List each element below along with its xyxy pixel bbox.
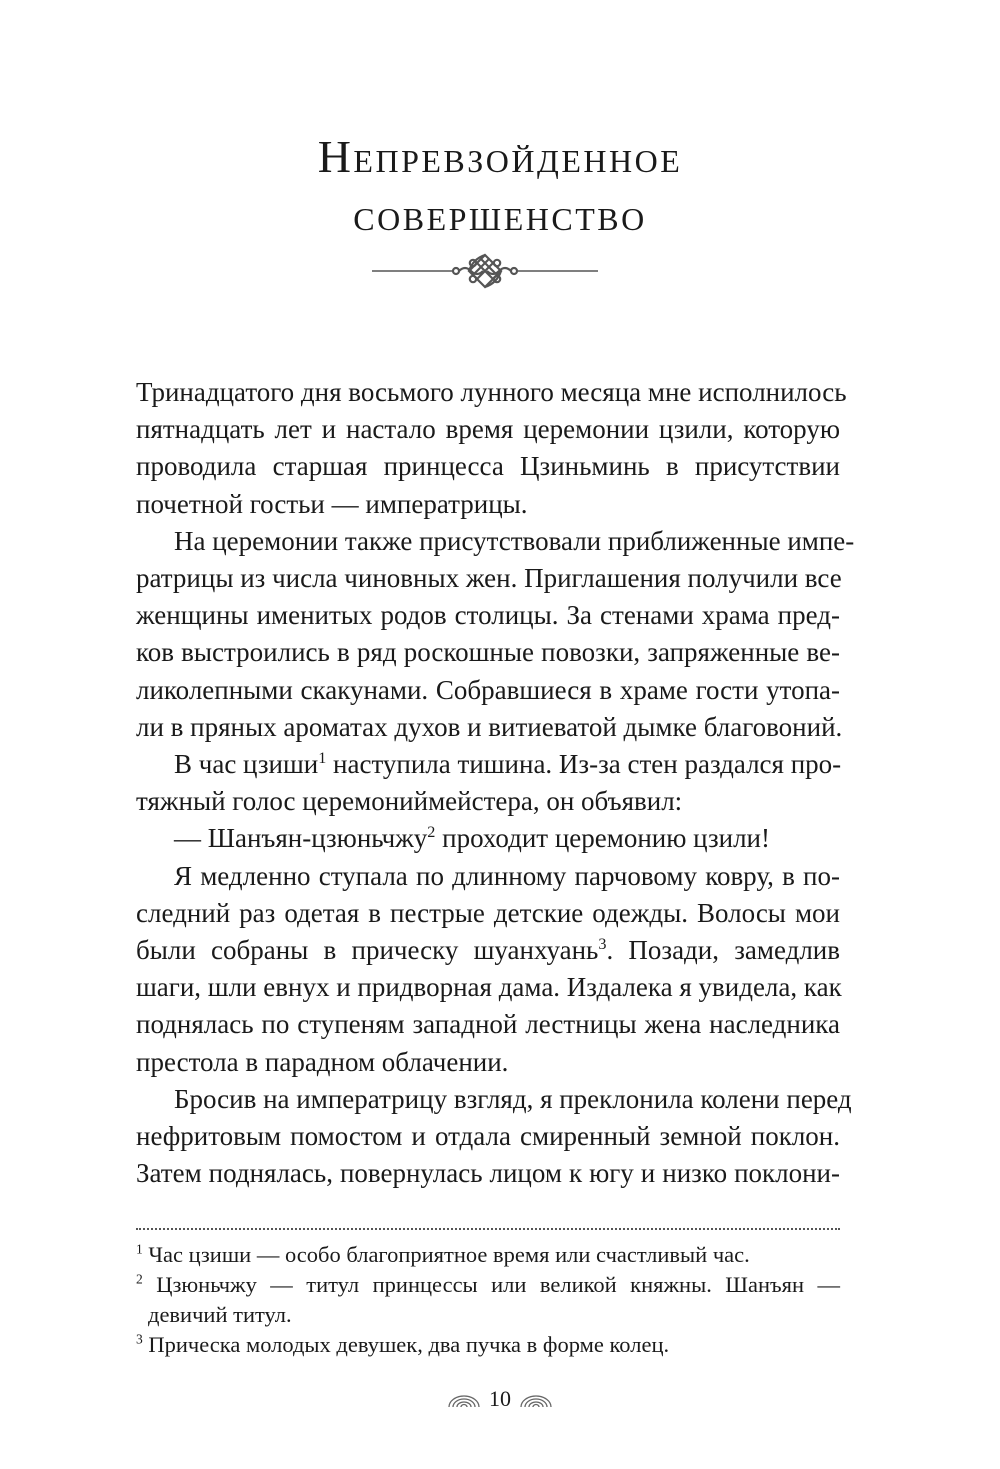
text-line: проводила старшая принцесса Цзиньминь в присутствии bbox=[136, 451, 840, 482]
text-line: пятнадцать лет и настало время церемонии цзили, которую bbox=[136, 414, 840, 445]
text-line bbox=[136, 820, 840, 857]
footnotes bbox=[136, 1240, 840, 1360]
text-line: Бросив на императрицу взгляд, я преклонила колени перед bbox=[174, 1083, 852, 1114]
footnote-ref-1: 1 bbox=[318, 749, 327, 768]
text-segment: . Позади, замедлив bbox=[606, 935, 840, 966]
text-segment: проходит церемонию цзили! bbox=[435, 823, 770, 854]
footnote-3 bbox=[136, 1330, 840, 1360]
page-number: 10 bbox=[489, 1386, 511, 1411]
chapter-title bbox=[0, 128, 1000, 244]
text-line: женщины именитых родов столицы. За стенами храма пред- bbox=[136, 600, 840, 631]
footnote-marker: 3 bbox=[136, 1331, 143, 1347]
text-line: На церемонии также присутствовали приближенные импе- bbox=[174, 525, 855, 556]
text-segment: — Шанъян-цзюньчжу bbox=[174, 823, 428, 854]
paragraph-1 bbox=[136, 374, 847, 523]
page-number-block bbox=[0, 1384, 1000, 1414]
text-line: поднялась по ступеням западной лестницы жена наследника bbox=[136, 1009, 840, 1040]
wave-ornament-right-icon bbox=[519, 1394, 553, 1408]
paragraph-2 bbox=[136, 523, 855, 746]
paragraph-6 bbox=[136, 1081, 852, 1193]
text-line: престола в парадном облачении. bbox=[136, 1046, 509, 1077]
footnote-marker: 2 bbox=[136, 1271, 143, 1287]
text-line bbox=[136, 746, 840, 783]
footnote-line bbox=[136, 1270, 840, 1300]
endless-knot-ornament-icon bbox=[372, 250, 598, 292]
text-line: Я медленно ступала по длинному парчовому ковру, в по- bbox=[174, 860, 840, 891]
footnote-line: девичий титул. bbox=[148, 1302, 292, 1327]
footnote-line bbox=[136, 1240, 840, 1270]
chapter-title-line-1: Непревзойденное bbox=[317, 131, 683, 182]
chapter-body-text bbox=[136, 374, 855, 1192]
text-line: ли в пряных ароматах духов и витиеватой дымке благовоний. bbox=[136, 711, 843, 742]
text-line: ликолепными скакунами. Собравшиеся в храме гости утопа- bbox=[136, 674, 840, 705]
text-line: Затем поднялась, повернулась лицом к югу и низко поклони- bbox=[136, 1158, 840, 1189]
footnote-1 bbox=[136, 1240, 840, 1270]
footnote-text: Прическа молодых девушек, два пучка в форме колец. bbox=[142, 1332, 670, 1357]
paragraph-4 bbox=[136, 820, 840, 857]
wave-ornament-left-icon bbox=[447, 1394, 481, 1408]
text-line: ков выстроились в ряд роскошные повозки, запряженные ве- bbox=[136, 637, 840, 668]
text-line: шаги, шли евнух и придворная дама. Издалека я увидела, как bbox=[136, 972, 842, 1003]
footnote-text: Час цзиши — особо благоприятное время или счастливый час. bbox=[142, 1242, 750, 1267]
text-line: тяжный голос церемониймейстера, он объявил: bbox=[136, 786, 683, 817]
footnote-ref-3: 3 bbox=[598, 935, 607, 954]
footnote-line bbox=[136, 1330, 840, 1360]
paragraph-3 bbox=[136, 746, 840, 820]
chapter-title-line-2: совершенство bbox=[353, 189, 647, 240]
footnote-ref-2: 2 bbox=[427, 823, 436, 842]
text-line: почетной гостьи — императрицы. bbox=[136, 488, 528, 519]
footnote-separator bbox=[136, 1228, 840, 1230]
text-segment: В час цзиши bbox=[174, 749, 319, 780]
text-segment: были собраны в прическу шуанхуань bbox=[136, 935, 599, 966]
paragraph-5 bbox=[136, 858, 840, 1081]
text-line bbox=[136, 932, 840, 969]
text-line: Тринадцатого дня восьмого лунного месяца мне исполнилось bbox=[136, 377, 847, 407]
footnote-2 bbox=[136, 1270, 840, 1330]
text-line: ратрицы из числа чиновных жен. Приглашения получили все bbox=[136, 563, 842, 594]
text-segment: наступила тишина. Из-за стен раздался про- bbox=[326, 749, 842, 780]
footnote-text: Цзюньчжу — титул принцессы или великой княжны. Шанъян — bbox=[142, 1272, 840, 1297]
footnote-marker: 1 bbox=[136, 1241, 143, 1257]
text-line: нефритовым помостом и отдала смиренный земной поклон. bbox=[136, 1121, 840, 1152]
text-line: следний раз одетая в пестрые детские одежды. Волосы мои bbox=[136, 897, 840, 928]
